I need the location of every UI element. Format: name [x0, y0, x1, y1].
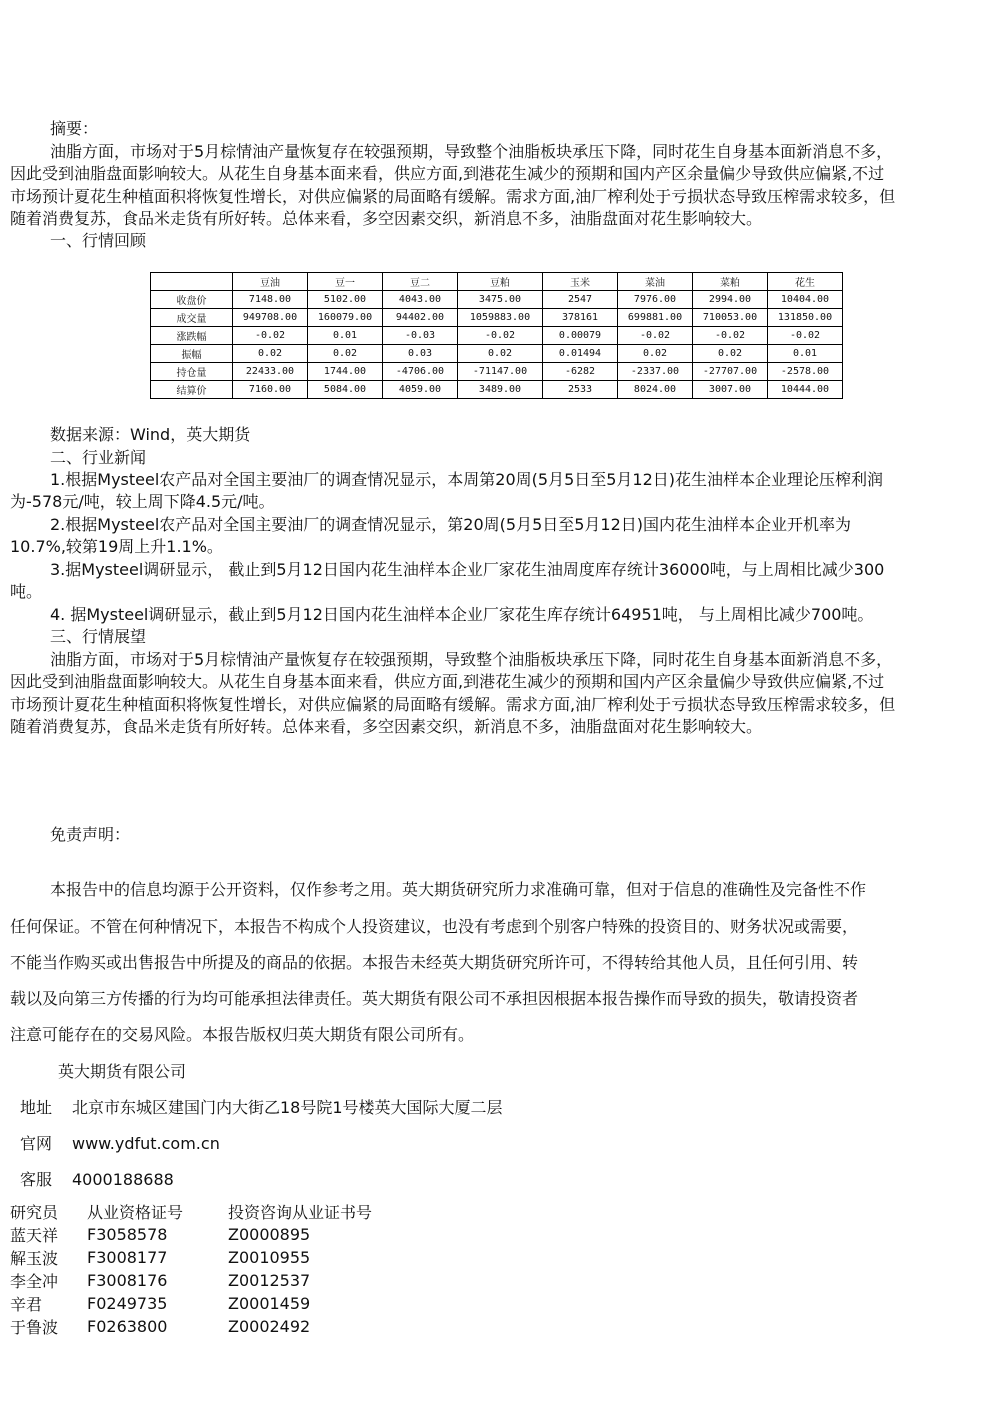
- disclaimer-line: 任何保证。不管在何种情况下，本报告不构成个人投资建议，也没有考虑到个别客户特殊的投资目的、财务状况或需要，: [10, 917, 859, 936]
- abstract-line: 因此受到油脂盘面影响较大。从花生自身基本面来看，供应方面,到港花生减少的预期和国内产区余量偏少导致供应偏紧,不过: [10, 164, 885, 183]
- table-row: [151, 309, 843, 327]
- news-item: 1.根据Mysteel农产品对全国主要油厂的调查情况显示，本周第20周(5月5日至5月12日)花生油样本企业理论压榨利润: [50, 470, 884, 489]
- table-cell: 1059883.00: [458, 309, 543, 327]
- abstract-heading: 摘要：: [50, 119, 99, 138]
- staff-cell: 解玉波: [10, 1249, 59, 1268]
- staff-table: [10, 1200, 372, 1338]
- staff-cell: Z0010955: [228, 1248, 311, 1267]
- table-row: [151, 291, 843, 309]
- table-header-cell: [151, 273, 233, 291]
- table-cell: 2994.00: [693, 291, 768, 309]
- table-cell: 378161: [543, 309, 618, 327]
- table-cell: 10404.00: [768, 291, 843, 309]
- table-cell: -0.02: [458, 327, 543, 345]
- row-label: 收盘价: [151, 291, 233, 309]
- table-cell: 7160.00: [233, 381, 308, 399]
- staff-cell: 蓝天祥: [10, 1226, 59, 1245]
- news-item: 2.根据Mysteel农产品对全国主要油厂的调查情况显示，第20周(5月5日至5月12日)国内花生油样本企业开机率为: [50, 515, 852, 534]
- staff-row: [10, 1292, 372, 1315]
- table-header-cell: 花生: [768, 273, 843, 291]
- table-cell: 8024.00: [618, 381, 693, 399]
- table-cell: 2547: [543, 291, 618, 309]
- table-cell: 7148.00: [233, 291, 308, 309]
- table-header-cell: 玉米: [543, 273, 618, 291]
- service-label: 客服: [20, 1170, 53, 1189]
- table-header-cell: 豆粕: [458, 273, 543, 291]
- section-heading-news: 二、行业新闻: [50, 448, 147, 467]
- staff-row: [10, 1315, 372, 1338]
- news-item: 3.据Mysteel调研显示， 截止到5月12日国内花生油样本企业厂家花生油周度库存统计36000吨，与上周相比减少300: [50, 560, 885, 579]
- table-cell: 131850.00: [768, 309, 843, 327]
- table-cell: -4706.00: [383, 363, 458, 381]
- table-cell: 3475.00: [458, 291, 543, 309]
- staff-cell: F3008177: [87, 1248, 168, 1267]
- table-cell: 699881.00: [618, 309, 693, 327]
- table-cell: -2337.00: [618, 363, 693, 381]
- table-cell: 3007.00: [693, 381, 768, 399]
- row-label: 持仓量: [151, 363, 233, 381]
- news-item-cont: 吨。: [10, 582, 43, 601]
- table-cell: 4059.00: [383, 381, 458, 399]
- staff-header-cell: 从业资格证号: [87, 1203, 184, 1222]
- news-item-cont: 10.7%,较第19周上升1.1%。: [10, 537, 223, 556]
- news-item: 4. 据Mysteel调研显示，截止到5月12日国内花生油样本企业厂家花生库存统计64951吨， 与上周相比减少700吨。: [50, 605, 874, 624]
- table-cell: 94402.00: [383, 309, 458, 327]
- table-cell: -0.02: [693, 327, 768, 345]
- staff-cell: Z0000895: [228, 1225, 311, 1244]
- staff-cell: F3008176: [87, 1271, 168, 1290]
- staff-row: [10, 1269, 372, 1292]
- outlook-line: 市场预计夏花生种植面积将恢复性增长，对供应偏紧的局面略有缓解。需求方面,油厂榨利处于亏损状态导致压榨需求较多，但: [10, 695, 896, 714]
- disclaimer-line: 不能当作购买或出售报告中所提及的商品的依据。本报告未经英大期货研究所许可，不得转给其他人员，且任何引用、转: [10, 953, 859, 972]
- staff-cell: F0249735: [87, 1294, 168, 1313]
- abstract-line: 随着消费复苏，食品米走货有所好转。总体来看，多空因素交织，新消息不多，油脂盘面对花生影响较大。: [10, 209, 763, 228]
- outlook-line: 因此受到油脂盘面影响较大。从花生自身基本面来看，供应方面,到港花生减少的预期和国内产区余量偏少导致供应偏紧,不过: [10, 672, 885, 691]
- table-cell: 5102.00: [308, 291, 383, 309]
- table-cell: 0.01: [768, 345, 843, 363]
- table-header-cell: 豆油: [233, 273, 308, 291]
- staff-cell: 于鲁波: [10, 1318, 59, 1337]
- staff-cell: 辛君: [10, 1295, 43, 1314]
- outlook-line: 油脂方面，市场对于5月棕情油产量恢复存在较强预期，导致整个油脂板块承压下降，同时花生自身基本面新消息不多，: [50, 650, 893, 669]
- table-cell: -2578.00: [768, 363, 843, 381]
- table-cell: 1744.00: [308, 363, 383, 381]
- table-cell: -0.02: [618, 327, 693, 345]
- table-cell: -0.03: [383, 327, 458, 345]
- table-header-cell: 豆二: [383, 273, 458, 291]
- market-table: [150, 272, 843, 399]
- staff-row: [10, 1223, 372, 1246]
- table-cell: 0.02: [308, 345, 383, 363]
- staff-cell: 李全冲: [10, 1272, 59, 1291]
- table-row: [151, 381, 843, 399]
- table-cell: 0.02: [618, 345, 693, 363]
- table-cell: 0.01: [308, 327, 383, 345]
- table-cell: 5084.00: [308, 381, 383, 399]
- disclaimer-line: 注意可能存在的交易风险。本报告版权归英大期货有限公司所有。: [10, 1025, 475, 1044]
- table-row: [151, 363, 843, 381]
- table-cell: -71147.00: [458, 363, 543, 381]
- table-cell: 7976.00: [618, 291, 693, 309]
- table-cell: 0.02: [693, 345, 768, 363]
- staff-row: [10, 1246, 372, 1269]
- disclaimer-line: 本报告中的信息均源于公开资料，仅作参考之用。英大期货研究所力求准确可靠，但对于信息的准确性及完备性不作: [50, 880, 867, 899]
- staff-header-row: [10, 1200, 372, 1223]
- table-cell: 4043.00: [383, 291, 458, 309]
- data-source: 数据来源：Wind，英大期货: [50, 425, 251, 444]
- section-heading-outlook: 三、行情展望: [50, 627, 147, 646]
- row-label: 结算价: [151, 381, 233, 399]
- table-cell: -0.02: [233, 327, 308, 345]
- outlook-line: 随着消费复苏，食品米走货有所好转。总体来看，多空因素交织，新消息不多，油脂盘面对花生影响较大。: [10, 717, 763, 736]
- table-header-cell: 菜粕: [693, 273, 768, 291]
- website-label: 官网: [20, 1134, 53, 1153]
- table-cell: 949708.00: [233, 309, 308, 327]
- staff-header-cell: 投资咨询从业证书号: [228, 1203, 373, 1222]
- abstract-line: 油脂方面，市场对于5月棕情油产量恢复存在较强预期，导致整个油脂板块承压下降，同时花生自身基本面新消息不多，: [50, 142, 893, 161]
- row-label: 成交量: [151, 309, 233, 327]
- table-cell: 3489.00: [458, 381, 543, 399]
- table-cell: 710053.00: [693, 309, 768, 327]
- table-cell: 0.02: [233, 345, 308, 363]
- row-label: 涨跌幅: [151, 327, 233, 345]
- news-item-cont: 为-578元/吨，较上周下降4.5元/吨。: [10, 492, 275, 511]
- staff-cell: Z0012537: [228, 1271, 311, 1290]
- staff-cell: F0263800: [87, 1317, 168, 1336]
- website-link[interactable]: www.ydfut.com.cn: [72, 1134, 220, 1153]
- section-heading-review: 一、行情回顾: [50, 231, 147, 250]
- table-cell: 160079.00: [308, 309, 383, 327]
- table-cell: -0.02: [768, 327, 843, 345]
- staff-header-cell: 研究员: [10, 1203, 59, 1222]
- table-cell: 10444.00: [768, 381, 843, 399]
- table-cell: 0.03: [383, 345, 458, 363]
- table-cell: -27707.00: [693, 363, 768, 381]
- staff-cell: Z0001459: [228, 1294, 311, 1313]
- table-cell: 22433.00: [233, 363, 308, 381]
- disclaimer-line: 载以及向第三方传播的行为均可能承担法律责任。英大期货有限公司不承担因根据本报告操作而导致的损失，敬请投资者: [10, 989, 859, 1008]
- table-header-cell: 菜油: [618, 273, 693, 291]
- staff-cell: Z0002492: [228, 1317, 311, 1336]
- address-label: 地址: [20, 1098, 53, 1117]
- staff-cell: F3058578: [87, 1225, 168, 1244]
- table-cell: -6282: [543, 363, 618, 381]
- disclaimer-heading: 免责声明：: [50, 825, 131, 844]
- address-value: 北京市东城区建国门内大街乙18号院1号楼英大国际大厦二层: [72, 1098, 503, 1117]
- table-cell: 2533: [543, 381, 618, 399]
- table-row: [151, 345, 843, 363]
- table-cell: 0.01494: [543, 345, 618, 363]
- table-row: [151, 327, 843, 345]
- table-header-row: [151, 273, 843, 291]
- table-cell: 0.00079: [543, 327, 618, 345]
- table-header-cell: 豆一: [308, 273, 383, 291]
- row-label: 振幅: [151, 345, 233, 363]
- service-phone: 4000188688: [72, 1170, 174, 1189]
- abstract-line: 市场预计夏花生种植面积将恢复性增长，对供应偏紧的局面略有缓解。需求方面,油厂榨利处于亏损状态导致压榨需求较多，但: [10, 187, 896, 206]
- table-cell: 0.02: [458, 345, 543, 363]
- company-name: 英大期货有限公司: [58, 1062, 187, 1081]
